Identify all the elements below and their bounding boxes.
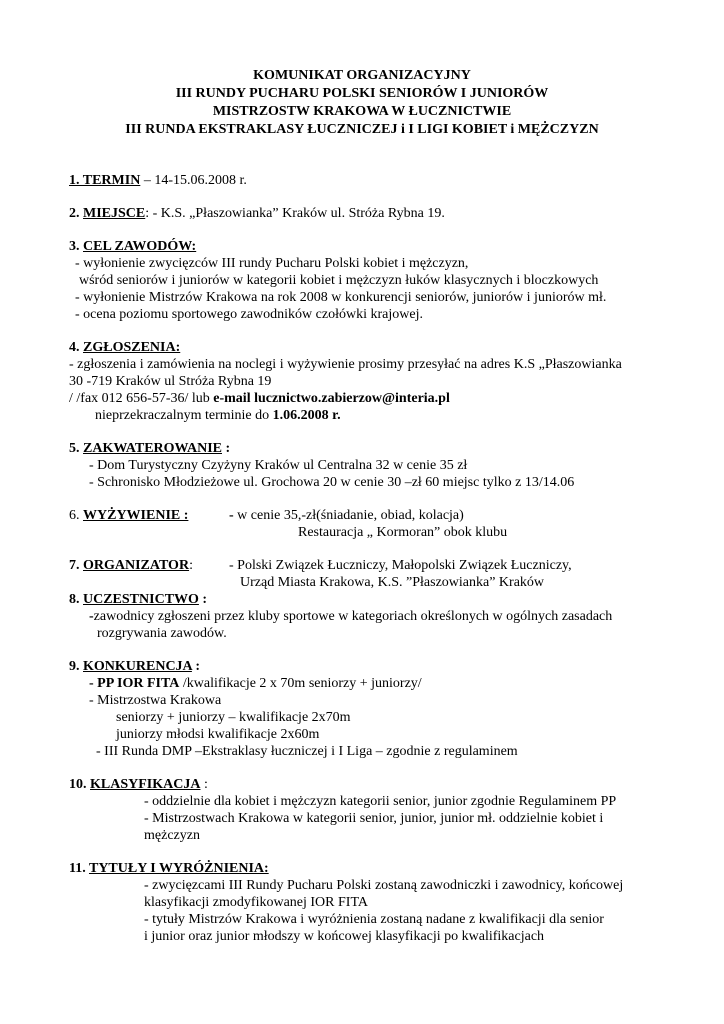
section-zakwaterowanie bbox=[69, 440, 230, 457]
section-title: WYŻYWIENIE : bbox=[83, 508, 189, 523]
section-suffix: : bbox=[198, 592, 208, 607]
text-line-contact bbox=[69, 390, 450, 407]
text-line: - ocena poziomu sportowego zawodników czołówki krajowej. bbox=[75, 307, 423, 322]
section-title: ZGŁOSZENIA: bbox=[83, 340, 181, 355]
header-line-2: III RUNDY PUCHARU POLSKI SENIORÓW I JUNIORÓW bbox=[175, 86, 549, 101]
section-suffix: : bbox=[189, 558, 193, 573]
section-number: 10. bbox=[69, 777, 90, 792]
text-line: klasyfikacji zmodyfikowanej IOR FITA bbox=[144, 895, 368, 910]
participation-text: zawodnicy zgłoszeni przez kluby sportowe w kategoriach określonych w ogólnych zasadach bbox=[93, 609, 613, 624]
text-line: 30 -719 Kraków ul Stróża Rybna 19 bbox=[69, 374, 272, 389]
text-line: - tytuły Mistrzów Krakowa i wyróżnienia zostaną nadane z kwalifikacji dla senior bbox=[144, 912, 604, 927]
section-tytuly bbox=[69, 860, 269, 877]
header-line-1: KOMUNIKAT ORGANIZACYJNY bbox=[253, 68, 471, 83]
text-line: juniorzy młodsi kwalifikacje 2x60m bbox=[116, 727, 320, 742]
section-uczestnictwo bbox=[69, 591, 207, 608]
section-title: UCZESTNICTWO bbox=[83, 592, 199, 607]
text-line bbox=[89, 608, 612, 625]
section-number: 11. bbox=[69, 861, 89, 876]
section-title: KLASYFIKACJA bbox=[90, 777, 201, 792]
text-line: - Polski Związek Łuczniczy, Małopolski Związek Łuczniczy, bbox=[229, 558, 572, 573]
section-title: ORGANIZATOR bbox=[83, 558, 190, 573]
text-line: Urząd Miasta Krakowa, K.S. ”Płaszowianka” Kraków bbox=[240, 575, 545, 590]
section-cel-zawodow bbox=[69, 238, 196, 255]
section-title: CEL ZAWODÓW: bbox=[83, 239, 197, 254]
competition-detail: /kwalifikacje 2 x 70m seniorzy + juniorzy/ bbox=[179, 676, 422, 691]
section-text: : - K.S. „Płaszowianka” Kraków ul. Stróża Rybna 19. bbox=[145, 206, 445, 221]
text-line: - Mistrzostwach Krakowa w kategorii senior, junior, junior mł. oddzielnie kobiet i bbox=[144, 811, 604, 826]
section-title: ZAKWATEROWANIE bbox=[83, 441, 222, 456]
text-line bbox=[229, 507, 464, 524]
section-konkurencja bbox=[69, 658, 200, 675]
header-line-3: MISTRZOSTW KRAKOWA W ŁUCZNICTWIE bbox=[212, 104, 512, 119]
section-number: 7. bbox=[69, 558, 83, 573]
meal-text: w cenie 35,-zł(śniadanie, obiad, kolacja) bbox=[233, 508, 464, 523]
text-line: - wyłonienie zwycięzców III rundy Pucharu Polski kobiet i mężczyzn, bbox=[75, 256, 469, 271]
text-line: - wyłonienie Mistrzów Krakowa na rok 2008 w konkurencji seniorów, juniorów i juniorów mł. bbox=[75, 290, 607, 305]
text-line: seniorzy + juniorzy – kwalifikacje 2x70m bbox=[116, 710, 351, 725]
text-line: - III Runda DMP –Ekstraklasy łuczniczej i I Liga – zgodnie z regulaminem bbox=[96, 744, 518, 759]
section-number: 3. bbox=[69, 239, 83, 254]
section-text: – 14-15.06.2008 r. bbox=[140, 173, 247, 188]
section-zgloszenia bbox=[69, 339, 180, 356]
section-wyzywienie bbox=[69, 507, 188, 524]
competition-name: - PP IOR FITA bbox=[89, 676, 180, 691]
section-number: 9. bbox=[69, 659, 83, 674]
text-line-deadline bbox=[95, 407, 341, 424]
section-number: 8. bbox=[69, 592, 83, 607]
section-miejsce bbox=[69, 205, 445, 222]
section-termin bbox=[69, 172, 247, 189]
text-line: - Dom Turystyczny Czyżyny Kraków ul Centralna 32 w cenie 35 zł bbox=[89, 458, 468, 473]
dash: - bbox=[229, 508, 234, 523]
text-line: rozgrywania zawodów. bbox=[97, 626, 227, 641]
text-line: mężczyzn bbox=[144, 828, 200, 843]
section-number: 6. bbox=[69, 508, 83, 523]
header-line-4: III RUNDA EKSTRAKLASY ŁUCZNICZEJ i I LIGI KOBIET i MĘŻCZYZN bbox=[125, 122, 599, 137]
text-line: - Mistrzostwa Krakowa bbox=[89, 693, 222, 708]
section-title: KONKURENCJA bbox=[83, 659, 192, 674]
section-title: 1. TERMIN bbox=[69, 173, 141, 188]
contact-fax: / /fax 012 656-57-36/ lub bbox=[69, 391, 214, 406]
text-line: - zgłoszenia i zamówienia na noclegi i wyżywienie prosimy przesyłać na adres K.S „Płaszowianka bbox=[69, 357, 622, 372]
text-line bbox=[89, 675, 422, 692]
dash: - bbox=[89, 609, 94, 624]
deadline-text: nieprzekraczalnym terminie do bbox=[95, 408, 273, 423]
section-suffix: : bbox=[200, 777, 208, 792]
section-number: 5. bbox=[69, 441, 83, 456]
text-line: Restauracja „ Kormoran” obok klubu bbox=[298, 525, 508, 540]
text-line: - zwycięzcami III Rundy Pucharu Polski zostaną zawodniczki i zawodnicy, końcowej bbox=[144, 878, 624, 893]
contact-email: e-mail lucznictwo.zabierzow@interia.pl bbox=[213, 391, 450, 406]
section-title: MIEJSCE bbox=[83, 206, 146, 221]
deadline-date: 1.06.2008 r. bbox=[272, 408, 341, 423]
text-line: i junior oraz junior młodszy w końcowej klasyfikacji po kwalifikacjach bbox=[144, 929, 545, 944]
section-suffix: : bbox=[222, 441, 231, 456]
text-line: - oddzielnie dla kobiet i mężczyzn kategorii senior, junior zgodnie Regulaminem PP bbox=[144, 794, 617, 809]
text-line: - Schronisko Młodzieżowe ul. Grochowa 20 w cenie 30 –zł 60 miejsc tylko z 13/14.06 bbox=[89, 475, 575, 490]
section-klasyfikacja bbox=[69, 776, 208, 793]
section-organizator bbox=[69, 557, 193, 574]
section-suffix: : bbox=[191, 659, 201, 674]
text-line: wśród seniorów i juniorów w kategorii kobiet i mężczyzn łuków klasycznych i bloczkowych bbox=[79, 273, 599, 288]
section-number: 2. bbox=[69, 206, 83, 221]
section-title: TYTUŁY I WYRÓŻNIENIA: bbox=[88, 861, 269, 876]
section-number: 4. bbox=[69, 340, 83, 355]
